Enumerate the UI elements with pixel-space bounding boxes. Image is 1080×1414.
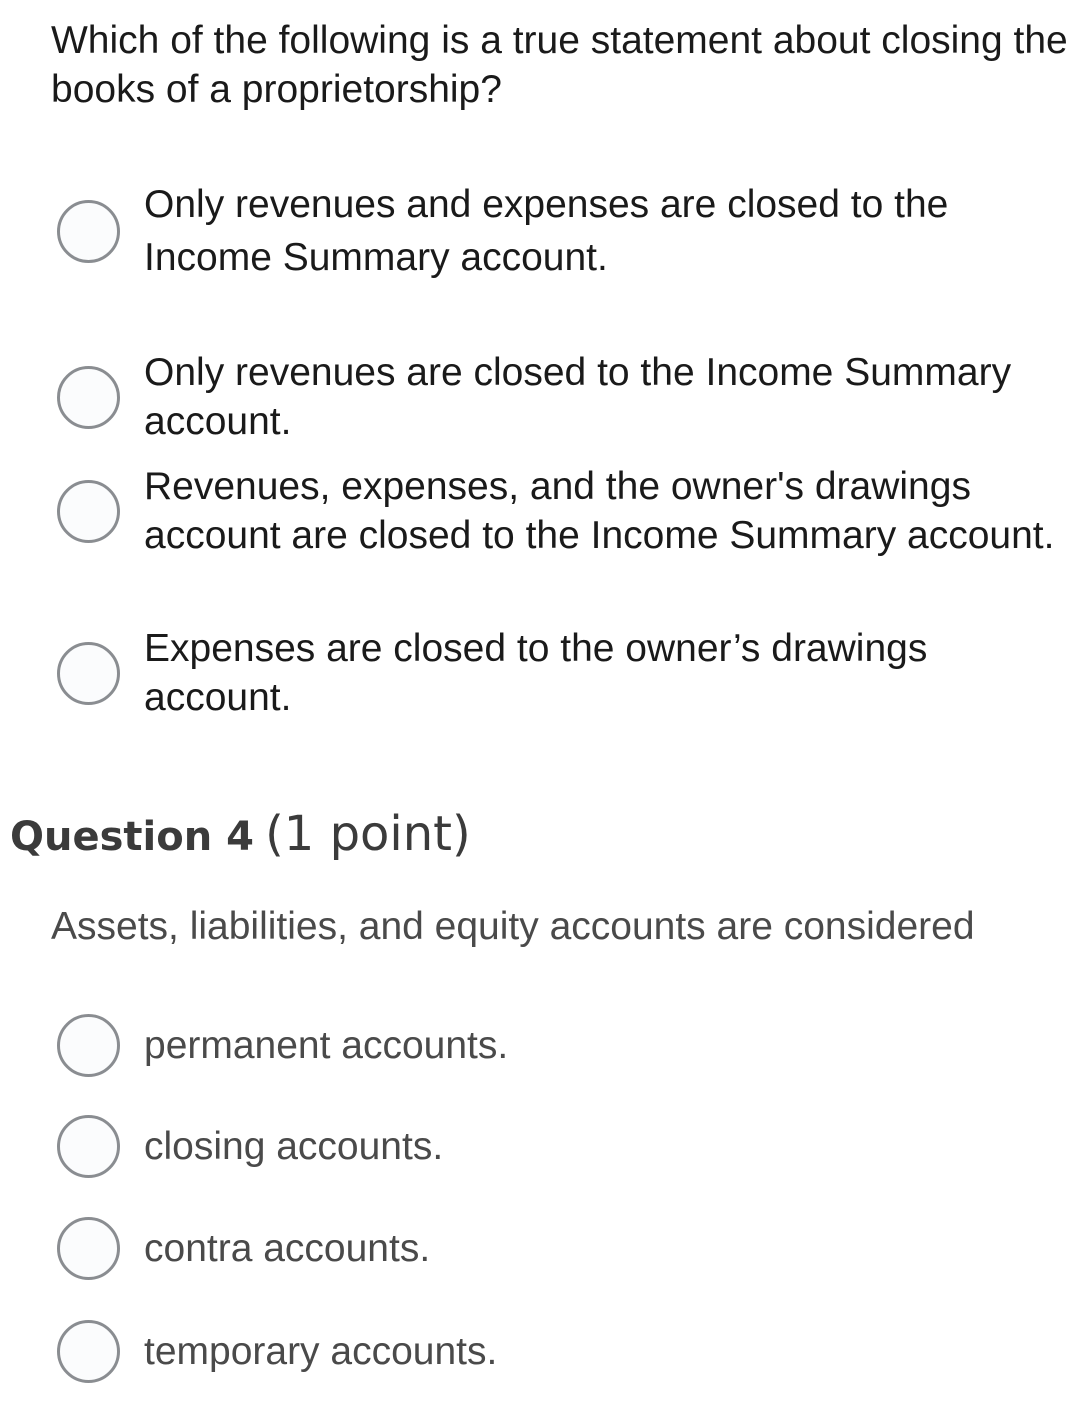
q3-option-1[interactable]: [57, 178, 1067, 284]
option-label: Only revenues and expenses are closed to the Income Summary account.: [144, 183, 949, 279]
q3-option-4[interactable]: [57, 624, 1067, 722]
radio-button[interactable]: [57, 1115, 120, 1178]
question-4-heading: [10, 806, 471, 862]
q4-option-2[interactable]: [57, 1115, 1067, 1178]
radio-button[interactable]: [57, 642, 120, 705]
question-4-prompt: Assets, liabilities, and equity accounts are considered: [51, 905, 975, 948]
question-points: (1 point): [265, 806, 471, 862]
q3-option-3[interactable]: [57, 462, 1067, 560]
radio-button[interactable]: [57, 1320, 120, 1383]
q4-option-3[interactable]: [57, 1217, 1067, 1280]
option-label: permanent accounts.: [144, 1024, 509, 1067]
option-label: closing accounts.: [144, 1125, 444, 1168]
radio-button[interactable]: [57, 200, 120, 263]
option-label: Expenses are closed to the owner’s drawings account.: [144, 627, 928, 719]
q3-option-2[interactable]: [57, 348, 1067, 446]
option-label: contra accounts.: [144, 1227, 431, 1270]
question-3-prompt: Which of the following is a true statement about closing the books of a proprietorship?: [51, 19, 1068, 111]
option-label: Revenues, expenses, and the owner's drawings account are closed to the Income Summary account.: [144, 465, 1055, 557]
radio-button[interactable]: [57, 1014, 120, 1077]
radio-button[interactable]: [57, 480, 120, 543]
radio-button[interactable]: [57, 1217, 120, 1280]
q4-option-4[interactable]: [57, 1320, 1067, 1383]
option-label: Only revenues are closed to the Income Summary account.: [144, 351, 1012, 443]
radio-button[interactable]: [57, 366, 120, 429]
q4-option-1[interactable]: [57, 1014, 1067, 1077]
question-number: Question 4: [10, 814, 254, 860]
option-label: temporary accounts.: [144, 1330, 498, 1373]
